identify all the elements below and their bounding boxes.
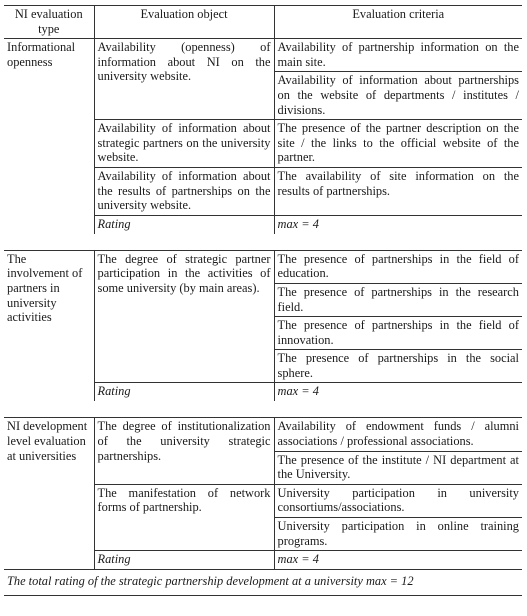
spacer-cell bbox=[4, 234, 94, 251]
evaluation-criteria-cell: University participation in online training programs. bbox=[274, 518, 522, 551]
evaluation-object-cell: The degree of strategic partner participation in the activities of some university (by main areas). bbox=[94, 250, 274, 383]
evaluation-criteria-cell: The presence of partnerships in the social sphere. bbox=[274, 350, 522, 383]
evaluation-type-cell: Informational openness bbox=[4, 39, 94, 234]
evaluation-criteria-cell: Availability of information about partnerships on the website of departments / institutes / divisions. bbox=[274, 72, 522, 120]
total-rating-text: The total rating of the strategic partnership development at a university max = 12 bbox=[4, 570, 522, 596]
spacer-cell bbox=[274, 234, 522, 251]
evaluation-criteria-cell: University participation in university consortiums/associations. bbox=[274, 484, 522, 517]
group-spacer bbox=[4, 401, 522, 418]
rating-value: max = 4 bbox=[274, 215, 522, 234]
rating-label: Rating bbox=[94, 215, 274, 234]
rating-label: Rating bbox=[94, 383, 274, 402]
evaluation-type-cell: The involvement of partners in university activities bbox=[4, 250, 94, 401]
total-row bbox=[4, 570, 522, 596]
evaluation-object-cell: Availability of information about the results of partnerships on the university website. bbox=[94, 167, 274, 215]
rating-value: max = 4 bbox=[274, 551, 522, 570]
header-object: Evaluation object bbox=[94, 6, 274, 39]
evaluation-criteria-cell: The presence of the partner description on the site / the links to the official website of the partner. bbox=[274, 120, 522, 168]
evaluation-type-cell: NI development level evaluation at universities bbox=[4, 418, 94, 570]
spacer-cell bbox=[94, 234, 274, 251]
evaluation-table bbox=[4, 5, 522, 596]
evaluation-object-cell: The degree of institutionalization of the university strategic partnerships. bbox=[94, 418, 274, 484]
table-row bbox=[4, 418, 522, 451]
evaluation-criteria-cell: The presence of partnerships in the research field. bbox=[274, 283, 522, 316]
evaluation-criteria-cell: The presence of partnerships in the field of innovation. bbox=[274, 317, 522, 350]
header-row bbox=[4, 6, 522, 39]
spacer-cell bbox=[4, 401, 94, 418]
table-row bbox=[4, 39, 522, 72]
spacer-cell bbox=[274, 401, 522, 418]
evaluation-object-cell: The manifestation of network forms of partnership. bbox=[94, 484, 274, 550]
header-criteria: Evaluation criteria bbox=[274, 6, 522, 39]
table-row bbox=[4, 250, 522, 283]
spacer-cell bbox=[94, 401, 274, 418]
evaluation-criteria-cell: The presence of partnerships in the field of education. bbox=[274, 250, 522, 283]
group-spacer bbox=[4, 234, 522, 251]
evaluation-object-cell: Availability of information about strategic partners on the university website. bbox=[94, 120, 274, 168]
rating-label: Rating bbox=[94, 551, 274, 570]
evaluation-criteria-cell: Availability of endowment funds / alumni associations / professional associations. bbox=[274, 418, 522, 451]
evaluation-criteria-cell: Availability of partnership information on the main site. bbox=[277, 40, 519, 69]
evaluation-criteria-cell: The presence of the institute / NI department at the University. bbox=[274, 451, 522, 484]
evaluation-criteria-cell: The availability of site information on the results of partnerships. bbox=[274, 167, 522, 215]
rating-value: max = 4 bbox=[274, 383, 522, 402]
evaluation-object-cell: Availability (openness) of information about NI on the university website. bbox=[94, 39, 274, 120]
header-type: NI evaluation type bbox=[4, 6, 94, 39]
